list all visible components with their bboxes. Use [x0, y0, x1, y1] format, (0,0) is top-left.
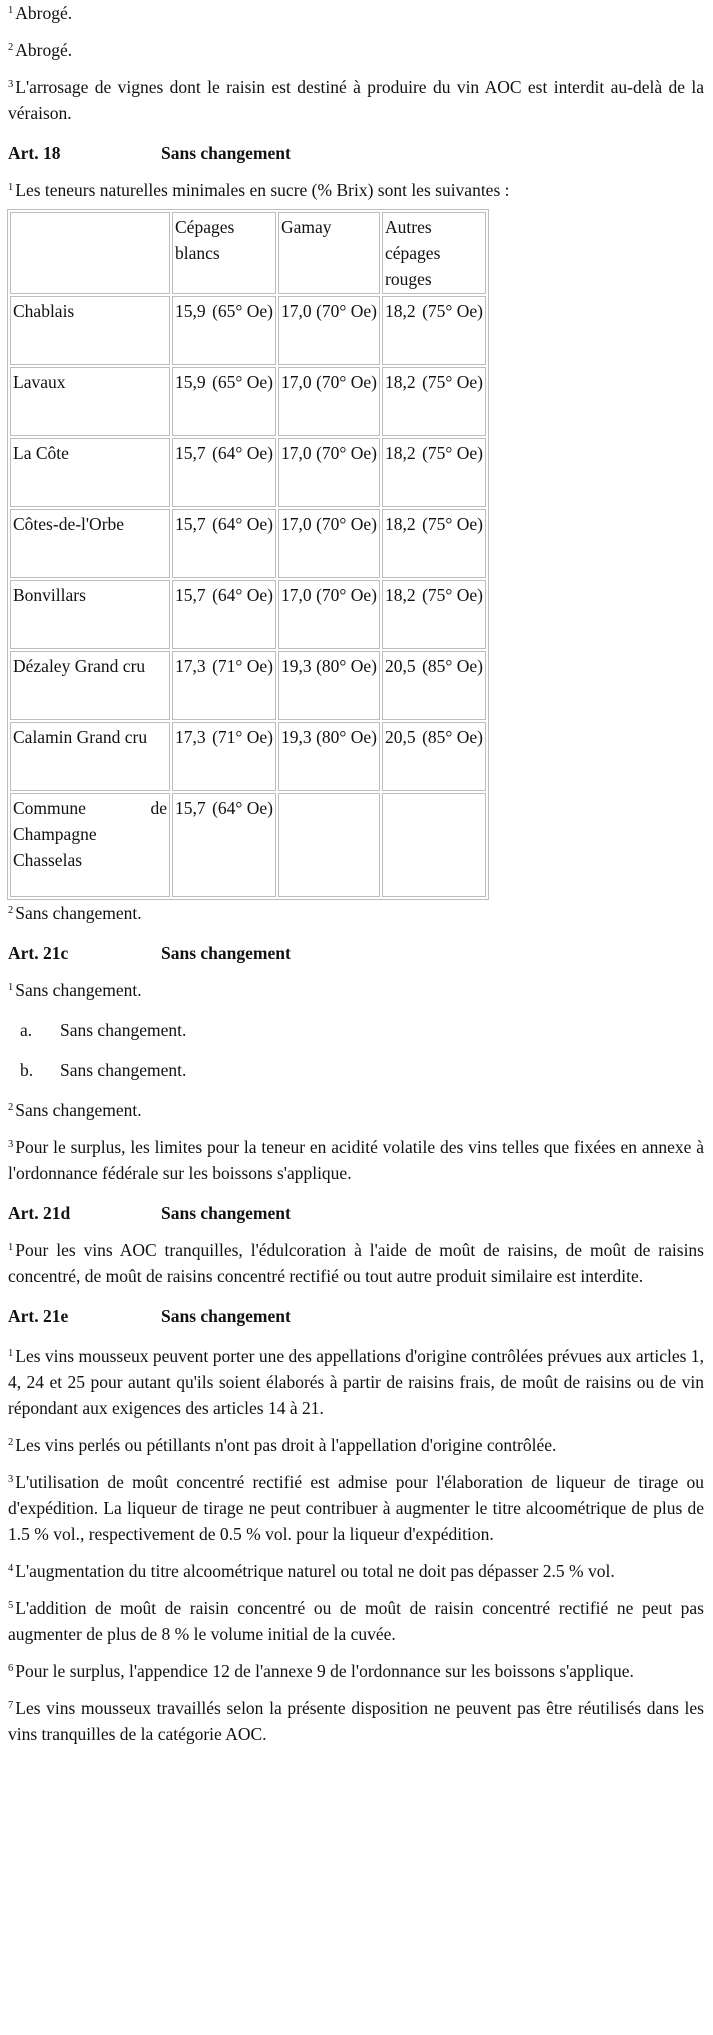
oechsle-value: (70° Oe) — [316, 514, 377, 534]
paragraph-text: Les vins mousseux peuvent porter une des appellations d'origine contrôlées prévues aux articles 1, 4, 24 et 25 pour autant qu'ils soient élaborés à partir de raisins frais, de moût de raisins ou de vin répondant aux exigences des articles 14 à 21. — [8, 1346, 704, 1418]
list-text: Sans changement. — [60, 1060, 187, 1080]
brix-value: 18,2 — [385, 585, 416, 605]
oechsle-value: (75° Oe) — [422, 443, 483, 463]
value-cell — [278, 651, 380, 720]
paragraph-text: L'arrosage de vignes dont le raisin est destiné à produire du vin AOC est interdit au-delà de la véraison. — [8, 77, 704, 123]
value-cell — [382, 438, 486, 507]
brix-value: 17,0 — [281, 301, 312, 321]
art21c-paragraph-1 — [8, 977, 704, 1003]
value-cell — [278, 438, 380, 507]
oechsle-value: (75° Oe) — [422, 372, 483, 392]
oechsle-value: (80° Oe) — [316, 727, 377, 747]
table-row — [10, 651, 486, 720]
document — [8, 0, 704, 1747]
sugar-content-table — [7, 209, 489, 900]
brix-value: 19,3 — [281, 656, 312, 676]
oechsle-value: (65° Oe) — [212, 372, 273, 392]
value-cell — [172, 722, 276, 791]
paragraph-text: L'addition de moût de raisin concentré ou de moût de raisin concentré rectifié ne peut pas augmenter de plus de 8 % le volume initial de la cuvée. — [8, 1598, 704, 1644]
value-cell — [382, 296, 486, 365]
paragraph-text: Les vins mousseux travaillés selon la présente disposition ne peuvent pas être réutilisés dans les vins tranquilles de la catégorie AOC. — [8, 1698, 704, 1744]
brix-value: 15,7 — [175, 443, 206, 463]
table-header-row — [10, 212, 486, 294]
brix-value: 17,3 — [175, 656, 206, 676]
list-item — [8, 1017, 704, 1043]
paragraph-number: 7 — [8, 1700, 14, 1711]
art21e-paragraph-7 — [8, 1695, 704, 1747]
region-line: Commune de — [13, 798, 167, 818]
paragraph-text: Les teneurs naturelles minimales en sucre (% Brix) sont les suivantes : — [15, 180, 510, 200]
art21e-paragraph-3 — [8, 1469, 704, 1547]
paragraph-number: 2 — [8, 905, 14, 916]
brix-value: 15,7 — [175, 514, 206, 534]
paragraph-number: 3 — [8, 79, 14, 90]
article-heading-18 — [8, 140, 704, 166]
oechsle-value: (70° Oe) — [316, 301, 377, 321]
article-heading-21e — [8, 1303, 704, 1329]
oechsle-value: (70° Oe) — [316, 443, 377, 463]
article-heading-21c — [8, 940, 704, 966]
paragraph-3 — [8, 74, 704, 126]
region-line: Chasselas — [13, 850, 83, 870]
paragraph-number: 1 — [8, 1242, 14, 1253]
value-cell — [172, 651, 276, 720]
table-row — [10, 367, 486, 436]
paragraph-2 — [8, 37, 704, 63]
region-line: Champagne — [13, 824, 97, 844]
brix-value: 17,0 — [281, 585, 312, 605]
article-status: Sans changement — [161, 143, 291, 163]
article-status: Sans changement — [161, 1203, 291, 1223]
value-cell — [382, 580, 486, 649]
list-marker: a. — [20, 1020, 33, 1040]
brix-value: 17,0 — [281, 372, 312, 392]
brix-value: 15,9 — [175, 301, 206, 321]
art18-paragraph-1 — [8, 177, 704, 203]
article-number: Art. 18 — [8, 143, 61, 163]
value-cell — [172, 296, 276, 365]
oechsle-value: (64° Oe) — [212, 798, 273, 818]
paragraph-text: Pour le surplus, les limites pour la teneur en acidité volatile des vins telles que fixées en annexe à l'ordonnance fédérale sur les boissons s'applique. — [8, 1137, 704, 1183]
oechsle-value: (70° Oe) — [316, 585, 377, 605]
value-cell — [172, 367, 276, 436]
brix-value: 17,0 — [281, 514, 312, 534]
value-cell — [382, 651, 486, 720]
table-header-cell: Cépages blancs — [172, 212, 276, 294]
brix-value: 15,9 — [175, 372, 206, 392]
art21c-paragraph-2 — [8, 1097, 704, 1123]
list-text: Sans changement. — [60, 1020, 187, 1040]
paragraph-number: 4 — [8, 1563, 14, 1574]
oechsle-value: (71° Oe) — [212, 656, 273, 676]
oechsle-value: (64° Oe) — [212, 585, 273, 605]
paragraph-text: L'utilisation de moût concentré rectifié est admise pour l'élaboration de liqueur de tirage ou d'expédition. La liqueur de tirage ne peut contribuer à augmenter le titre alcoométrique de plus de 1.5 % vol., respectivement de 0.5 % vol. pour la liqueur d'expédition. — [8, 1472, 704, 1544]
art21c-paragraph-3 — [8, 1134, 704, 1186]
art21e-paragraph-2 — [8, 1432, 704, 1458]
value-cell — [278, 580, 380, 649]
paragraph-text: Abrogé. — [15, 40, 73, 60]
table-row — [10, 722, 486, 791]
article-status: Sans changement — [161, 1306, 291, 1326]
value-cell — [382, 367, 486, 436]
value-cell — [278, 296, 380, 365]
list-marker: b. — [20, 1060, 34, 1080]
article-heading-21d — [8, 1200, 704, 1226]
table-header-cell — [10, 212, 170, 294]
region-cell — [10, 793, 170, 897]
brix-value: 20,5 — [385, 727, 416, 747]
region-cell: Dézaley Grand cru — [10, 651, 170, 720]
oechsle-value: (75° Oe) — [422, 301, 483, 321]
paragraph-number: 5 — [8, 1600, 14, 1611]
paragraph-number: 3 — [8, 1139, 14, 1150]
art21e-paragraph-6 — [8, 1658, 704, 1684]
brix-value: 18,2 — [385, 514, 416, 534]
art21e-paragraph-5 — [8, 1595, 704, 1647]
oechsle-value: (70° Oe) — [316, 372, 377, 392]
brix-value: 18,2 — [385, 301, 416, 321]
art21e-paragraph-1 — [8, 1343, 704, 1421]
table-row — [10, 438, 486, 507]
paragraph-text: L'augmentation du titre alcoométrique naturel ou total ne doit pas dépasser 2.5 % vol. — [15, 1561, 615, 1581]
oechsle-value: (85° Oe) — [422, 656, 483, 676]
oechsle-value: (71° Oe) — [212, 727, 273, 747]
value-cell — [172, 580, 276, 649]
paragraph-text: Sans changement. — [15, 1100, 142, 1120]
art21d-paragraph-1 — [8, 1237, 704, 1289]
brix-value: 15,7 — [175, 798, 206, 818]
paragraph-text: Pour le surplus, l'appendice 12 de l'annexe 9 de l'ordonnance sur les boissons s'applique. — [15, 1661, 634, 1681]
value-cell — [278, 367, 380, 436]
oechsle-value: (80° Oe) — [316, 656, 377, 676]
article-number: Art. 21c — [8, 943, 69, 963]
brix-value: 17,3 — [175, 727, 206, 747]
art21e-paragraph-4 — [8, 1558, 704, 1584]
paragraph-number: 1 — [8, 982, 14, 993]
value-cell — [172, 793, 276, 897]
value-cell — [382, 722, 486, 791]
article-number: Art. 21d — [8, 1203, 71, 1223]
paragraph-text: Pour les vins AOC tranquilles, l'édulcoration à l'aide de moût de raisins, de moût de raisins concentré, de moût de raisins concentré rectifié ou tout autre produit similaire est interdite. — [8, 1240, 704, 1286]
paragraph-number: 2 — [8, 42, 14, 53]
article-status: Sans changement — [161, 943, 291, 963]
brix-value: 18,2 — [385, 372, 416, 392]
paragraph-text: Sans changement. — [15, 903, 142, 923]
oechsle-value: (65° Oe) — [212, 301, 273, 321]
region-cell: Lavaux — [10, 367, 170, 436]
value-cell — [172, 438, 276, 507]
empty-cell — [382, 793, 486, 897]
article-number: Art. 21e — [8, 1306, 69, 1326]
art18-paragraph-2 — [8, 900, 704, 926]
list-item — [8, 1057, 704, 1083]
brix-value: 20,5 — [385, 656, 416, 676]
oechsle-value: (75° Oe) — [422, 585, 483, 605]
value-cell — [382, 509, 486, 578]
region-cell: Bonvillars — [10, 580, 170, 649]
table-header-cell: Gamay — [278, 212, 380, 294]
paragraph-text: Les vins perlés ou pétillants n'ont pas droit à l'appellation d'origine contrôlée. — [15, 1435, 557, 1455]
oechsle-value: (85° Oe) — [422, 727, 483, 747]
paragraph-text: Sans changement. — [15, 980, 142, 1000]
brix-value: 19,3 — [281, 727, 312, 747]
oechsle-value: (64° Oe) — [212, 514, 273, 534]
value-cell — [172, 509, 276, 578]
paragraph-number: 1 — [8, 5, 14, 16]
region-cell: La Côte — [10, 438, 170, 507]
paragraph-1 — [8, 0, 704, 26]
value-cell — [278, 722, 380, 791]
brix-value: 18,2 — [385, 443, 416, 463]
oechsle-value: (75° Oe) — [422, 514, 483, 534]
table-row — [10, 793, 486, 897]
paragraph-number: 1 — [8, 1348, 14, 1359]
brix-value: 17,0 — [281, 443, 312, 463]
empty-cell — [278, 793, 380, 897]
region-cell: Calamin Grand cru — [10, 722, 170, 791]
brix-value: 15,7 — [175, 585, 206, 605]
value-cell — [278, 509, 380, 578]
table-row — [10, 296, 486, 365]
oechsle-value: (64° Oe) — [212, 443, 273, 463]
table-row — [10, 580, 486, 649]
paragraph-number: 6 — [8, 1663, 14, 1674]
table-row — [10, 509, 486, 578]
paragraph-text: Abrogé. — [15, 3, 73, 23]
paragraph-number: 2 — [8, 1102, 14, 1113]
region-cell: Chablais — [10, 296, 170, 365]
region-cell: Côtes-de-l'Orbe — [10, 509, 170, 578]
paragraph-number: 2 — [8, 1437, 14, 1448]
paragraph-number: 3 — [8, 1474, 14, 1485]
table-header-cell: Autres cépages rouges — [382, 212, 486, 294]
paragraph-number: 1 — [8, 182, 14, 193]
